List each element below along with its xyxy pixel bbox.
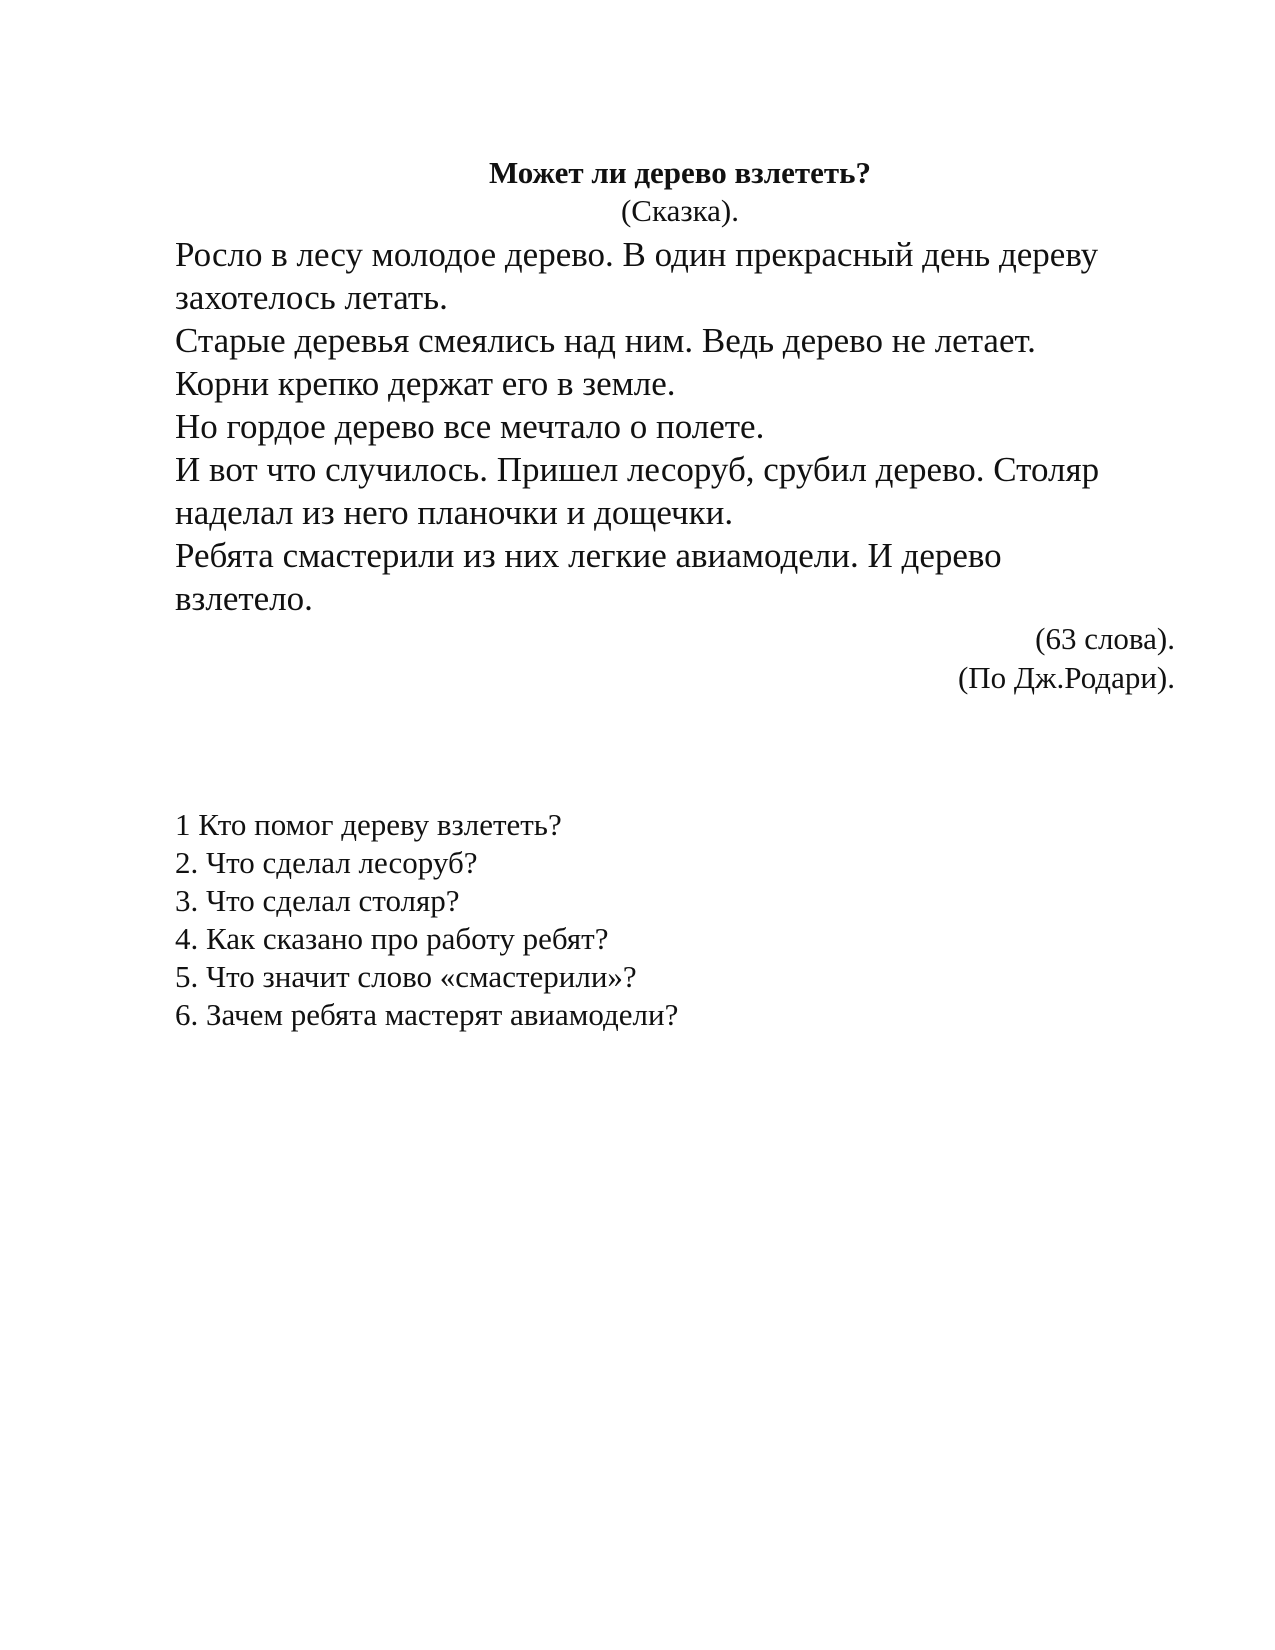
story-line: Но гордое дерево все мечтало о полете.	[175, 407, 765, 446]
story-text	[175, 233, 1175, 620]
question-item: 2. Что сделал лесоруб?	[175, 845, 478, 880]
question-item: 5. Что значит слово «смастерили»?	[175, 959, 637, 994]
question-item: 3. Что сделал столяр?	[175, 883, 460, 918]
story-line: Ребята смастерили из них легкие авиамодели. И дерево	[175, 536, 1002, 575]
story-line: Росло в лесу молодое дерево. В один прекрасный день дереву	[175, 235, 1099, 274]
story-line: Корни крепко держат его в земле.	[175, 364, 676, 403]
question-list	[175, 806, 1075, 1034]
attribution	[958, 619, 1175, 697]
story-line: взлетело.	[175, 579, 313, 618]
question-item: 4. Как сказано про работу ребят?	[175, 921, 609, 956]
story-line: И вот что случилось. Пришел лесоруб, срубил дерево. Столяр	[175, 450, 1100, 489]
question-item: 6. Зачем ребята мастерят авиамодели?	[175, 997, 679, 1032]
question-item: 1 Кто помог дереву взлететь?	[175, 807, 562, 842]
word-count: (63 слова).	[1035, 621, 1175, 656]
source-author: (По Дж.Родари).	[957, 660, 1175, 695]
story-line: наделал из него планочки и дощечки.	[175, 493, 734, 532]
document-title: Может ли дерево взлететь?	[488, 155, 872, 190]
document-subtitle: (Сказка).	[620, 193, 740, 228]
story-line: захотелось летать.	[175, 278, 448, 317]
story-line: Старые деревья смеялись над ним. Ведь дерево не летает.	[175, 321, 1036, 360]
